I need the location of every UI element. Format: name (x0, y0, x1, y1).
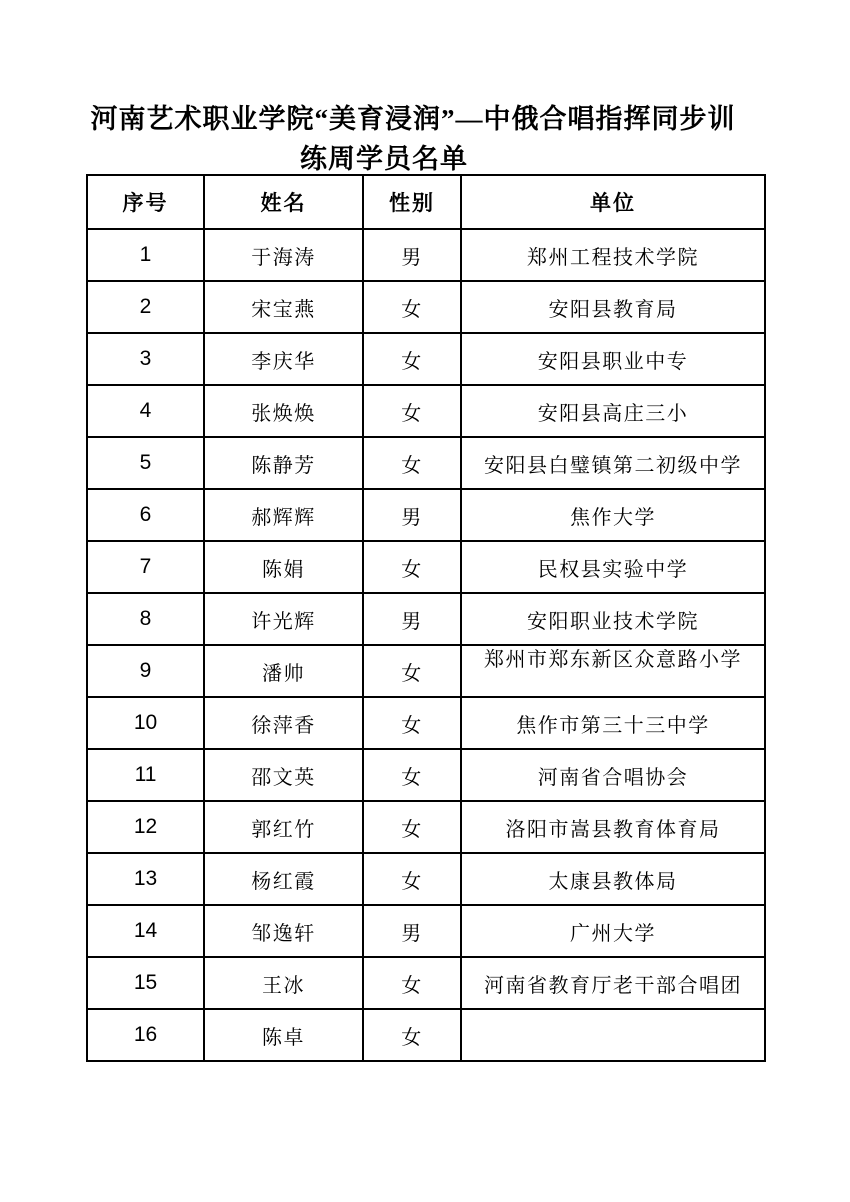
cell-name: 邵文英 (204, 749, 363, 801)
cell-gender: 女 (363, 853, 461, 905)
table-row (87, 333, 765, 385)
cell-gender: 女 (363, 437, 461, 489)
cell-no: 15 (87, 957, 204, 1009)
cell-name: 陈静芳 (204, 437, 363, 489)
table-row (87, 593, 765, 645)
cell-name: 许光辉 (204, 593, 363, 645)
header-row (87, 175, 765, 229)
cell-no: 8 (87, 593, 204, 645)
cell-gender: 男 (363, 489, 461, 541)
cell-name: 陈娟 (204, 541, 363, 593)
cell-name: 王冰 (204, 957, 363, 1009)
table-row (87, 281, 765, 333)
cell-unit: 安阳职业技术学院 (461, 593, 765, 645)
cell-no: 14 (87, 905, 204, 957)
table-row (87, 905, 765, 957)
table-row (87, 801, 765, 853)
cell-unit: 焦作市第三十三中学 (461, 697, 765, 749)
cell-unit: 焦作大学 (461, 489, 765, 541)
cell-unit: 洛阳市嵩县教育体育局 (461, 801, 765, 853)
cell-no: 7 (87, 541, 204, 593)
cell-gender: 女 (363, 1009, 461, 1061)
cell-no: 10 (87, 697, 204, 749)
roster-table-body (87, 229, 765, 1061)
cell-name: 徐萍香 (204, 697, 363, 749)
cell-no: 5 (87, 437, 204, 489)
table-row (87, 229, 765, 281)
table-row (87, 645, 765, 697)
cell-gender: 女 (363, 541, 461, 593)
cell-gender: 男 (363, 905, 461, 957)
cell-unit: 太康县教体局 (461, 853, 765, 905)
cell-name: 郭红竹 (204, 801, 363, 853)
cell-gender: 女 (363, 645, 461, 697)
cell-no: 4 (87, 385, 204, 437)
cell-unit: 河南省合唱协会 (461, 749, 765, 801)
cell-name: 郝辉辉 (204, 489, 363, 541)
cell-unit: 郑州工程技术学院 (461, 229, 765, 281)
cell-name: 于海涛 (204, 229, 363, 281)
column-header-name: 姓名 (204, 175, 363, 229)
cell-no: 12 (87, 801, 204, 853)
cell-name: 陈卓 (204, 1009, 363, 1061)
cell-no: 9 (87, 645, 204, 697)
cell-no: 13 (87, 853, 204, 905)
cell-unit: 民权县实验中学 (461, 541, 765, 593)
table-row (87, 957, 765, 1009)
cell-no: 2 (87, 281, 204, 333)
cell-no: 1 (87, 229, 204, 281)
cell-gender: 女 (363, 801, 461, 853)
table-row (87, 541, 765, 593)
cell-unit: 广州大学 (461, 905, 765, 957)
document-title-line-1: 河南艺术职业学院“美育浸润”—中俄合唱指挥同步训 (90, 104, 736, 134)
cell-gender: 女 (363, 385, 461, 437)
table-row (87, 697, 765, 749)
cell-name: 宋宝燕 (204, 281, 363, 333)
table-row (87, 853, 765, 905)
cell-unit: 安阳县白璧镇第二初级中学 (461, 437, 765, 489)
column-header-no: 序号 (87, 175, 204, 229)
roster-table (86, 174, 766, 1062)
cell-no: 16 (87, 1009, 204, 1061)
cell-unit: 安阳县高庄三小 (461, 385, 765, 437)
cell-unit (461, 1009, 765, 1061)
table-row (87, 1009, 765, 1061)
cell-name: 潘帅 (204, 645, 363, 697)
document-title-line-2: 练周学员名单 (300, 144, 468, 174)
cell-name: 张焕焕 (204, 385, 363, 437)
cell-no: 6 (87, 489, 204, 541)
table-row (87, 385, 765, 437)
cell-gender: 男 (363, 229, 461, 281)
cell-gender: 女 (363, 333, 461, 385)
table-row (87, 489, 765, 541)
cell-gender: 女 (363, 749, 461, 801)
table-row (87, 749, 765, 801)
table-row (87, 437, 765, 489)
cell-gender: 女 (363, 697, 461, 749)
cell-no: 3 (87, 333, 204, 385)
cell-name: 杨红霞 (204, 853, 363, 905)
document-title (0, 99, 850, 179)
cell-gender: 男 (363, 593, 461, 645)
column-header-unit: 单位 (461, 175, 765, 229)
cell-gender: 女 (363, 957, 461, 1009)
roster-table-header (87, 175, 765, 229)
cell-unit: 郑州市郑东新区众意路小学 (461, 645, 765, 697)
cell-unit: 安阳县教育局 (461, 281, 765, 333)
cell-unit: 安阳县职业中专 (461, 333, 765, 385)
cell-name: 李庆华 (204, 333, 363, 385)
cell-no: 11 (87, 749, 204, 801)
cell-name: 邹逸轩 (204, 905, 363, 957)
cell-gender: 女 (363, 281, 461, 333)
column-header-gender: 性别 (363, 175, 461, 229)
cell-unit: 河南省教育厅老干部合唱团 (461, 957, 765, 1009)
